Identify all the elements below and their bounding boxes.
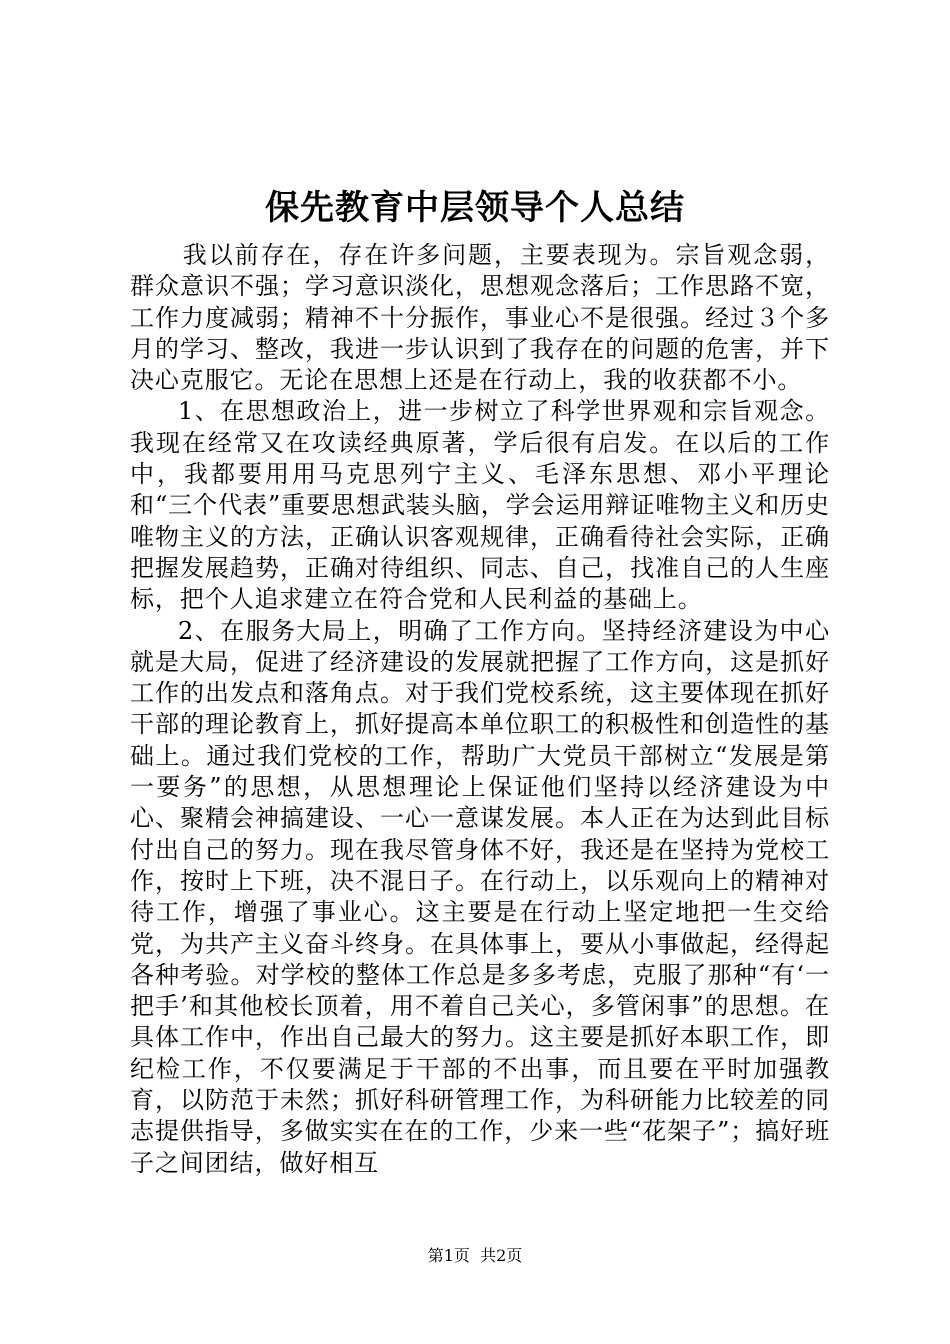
page-footer — [0, 1246, 950, 1266]
page-number: 第1页 共2页 — [427, 1246, 523, 1265]
document-title: 保先教育中层领导个人总结 — [265, 188, 685, 228]
document-body — [130, 240, 830, 1179]
paragraph-point-1: 1、在思想政治上，进一步树立了科学世界观和宗旨观念。我现在经常又在攻读经典原著，学后很有启发。在以后的工作中，我都要用用马克思列宁主义、毛泽东思想、邓小平理论和“三个代表”重要思想武装头脑，学会运用辩证唯物主义和历史唯物主义的方法，正确认识客观规律，正确看待社会实际，正确把握发展趋势，正确对待组织、同志、自己，找准自己的人生座标，把个人追求建立在符合党和人民利益的基础上。 — [130, 397, 830, 614]
paragraph-intro: 我以前存在，存在许多问题，主要表现为。宗旨观念弱，群众意识不强；学习意识淡化，思想观念落后；工作思路不宽，工作力度减弱；精神不十分振作，事业心不是很强。经过３个多月的学习、整改，我进一步认识到了我存在的问题的危害，并下决心克服它。无论在思想上还是在行动上，我的收获都不小。 — [130, 241, 830, 395]
paragraph-point-2: 2、在服务大局上，明确了工作方向。坚持经济建设为中心就是大局，促进了经济建设的发展就把握了工作方向，这是抓好工作的出发点和落角点。对于我们党校系统，这主要体现在抓好干部的理论教育上，抓好提高本单位职工的积极性和创造性的基础上。通过我们党校的工作，帮助广大党员干部树立“发展是第一要务”的思想，从思想理论上保证他们坚持以经济建设为中心、聚精会神搞建设、一心一意谋发展。本人正在为达到此目标付出自己的努力。现在我尽管身体不好，我还是在坚持为党校工作，按时上下班，决不混日子。在行动上，以乐观向上的精神对待工作，增强了事业心。这主要是在行动上坚定地把一生交给党，为共产主义奋斗终身。在具体事上，要从小事做起，经得起各种考验。对学校的整体工作总是多多考虑，克服了那种“有‘一把手’和其他校长顶着，用不着自己关心，多管闲事”的思想。在具体工作中，作出自己最大的努力。这主要是抓好本职工作，即纪检工作，不仅要满足于干部的不出事，而且要在平时加强教育，以防范于未然；抓好科研管理工作，为科研能力比较差的同志提供指导，多做实实在在的工作，少来一些“花架子”；搞好班子之间团结，做好相互 — [130, 616, 830, 1177]
